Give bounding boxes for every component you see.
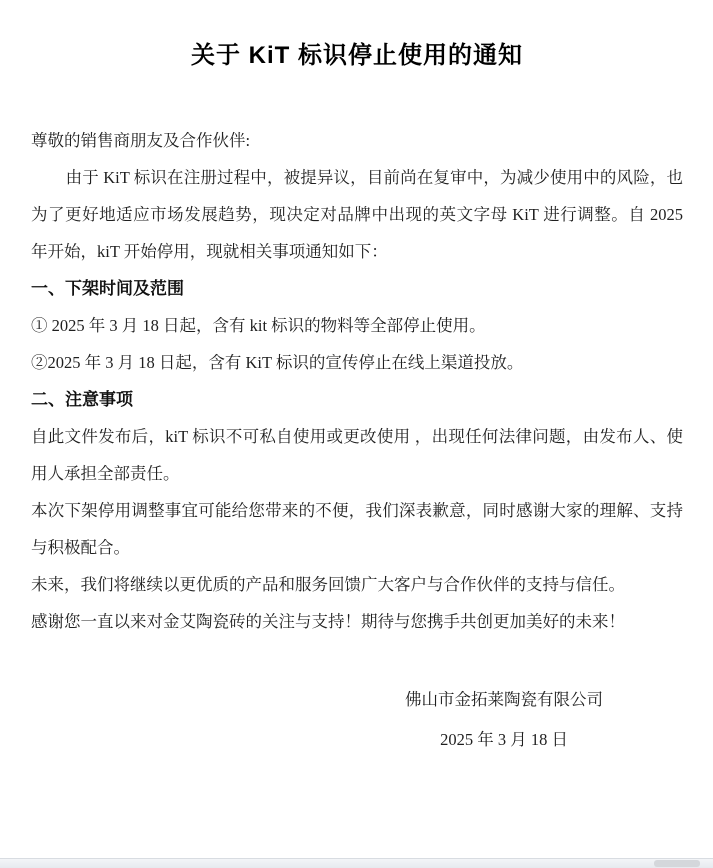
signature-block <box>405 680 603 760</box>
section1-heading: 一、下架时间及范围 <box>31 279 184 298</box>
section1-item1: ① 2025 年 3 月 18 日起，含有 kit 标识的物料等全部停止使用。 <box>31 316 486 335</box>
section2-para2: 本次下架停用调整事宜可能给您带来的不便，我们深表歉意，同时感谢大家的理解、支持与积极配合。 <box>31 501 683 557</box>
section2-heading: 二、注意事项 <box>31 390 133 409</box>
signature-company: 佛山市金拓莱陶瓷有限公司 <box>405 690 603 709</box>
greeting-line: 尊敬的销售商朋友及合作伙伴: <box>31 131 251 150</box>
section1-item2: ②2025 年 3 月 18 日起，含有 KiT 标识的宣传停止在线上渠道投放。 <box>31 353 524 372</box>
signature-date: 2025 年 3 月 18 日 <box>440 730 568 749</box>
scrollbar-thumb[interactable] <box>654 860 700 867</box>
section2-para1: 自此文件发布后，kiT 标识不可私自使用或更改使用 ，出现任何法律问题，由发布人、使用人承担全部责任。 <box>31 427 683 483</box>
document-title: 关于 KiT 标识停止使用的通知 <box>191 42 523 69</box>
document-content <box>0 36 713 760</box>
section2-para4: 感谢您一直以来对金艾陶瓷砖的关注与支持！期待与您携手共创更加美好的未来！ <box>31 612 625 631</box>
section2-para3: 未来，我们将继续以更优质的产品和服务回馈广大客户与合作伙伴的支持与信任。 <box>31 575 625 594</box>
horizontal-scrollbar[interactable] <box>0 858 713 868</box>
intro-paragraph: 由于 KiT 标识在注册过程中，被提异议，目前尚在复审中，为减少使用中的风险，也为了更好地适应市场发展趋势，现决定对品牌中出现的英文字母 KiT 进行调整。自 2025 年开始，kiT 开始停用，现就相关事项通知如下： <box>31 168 683 261</box>
